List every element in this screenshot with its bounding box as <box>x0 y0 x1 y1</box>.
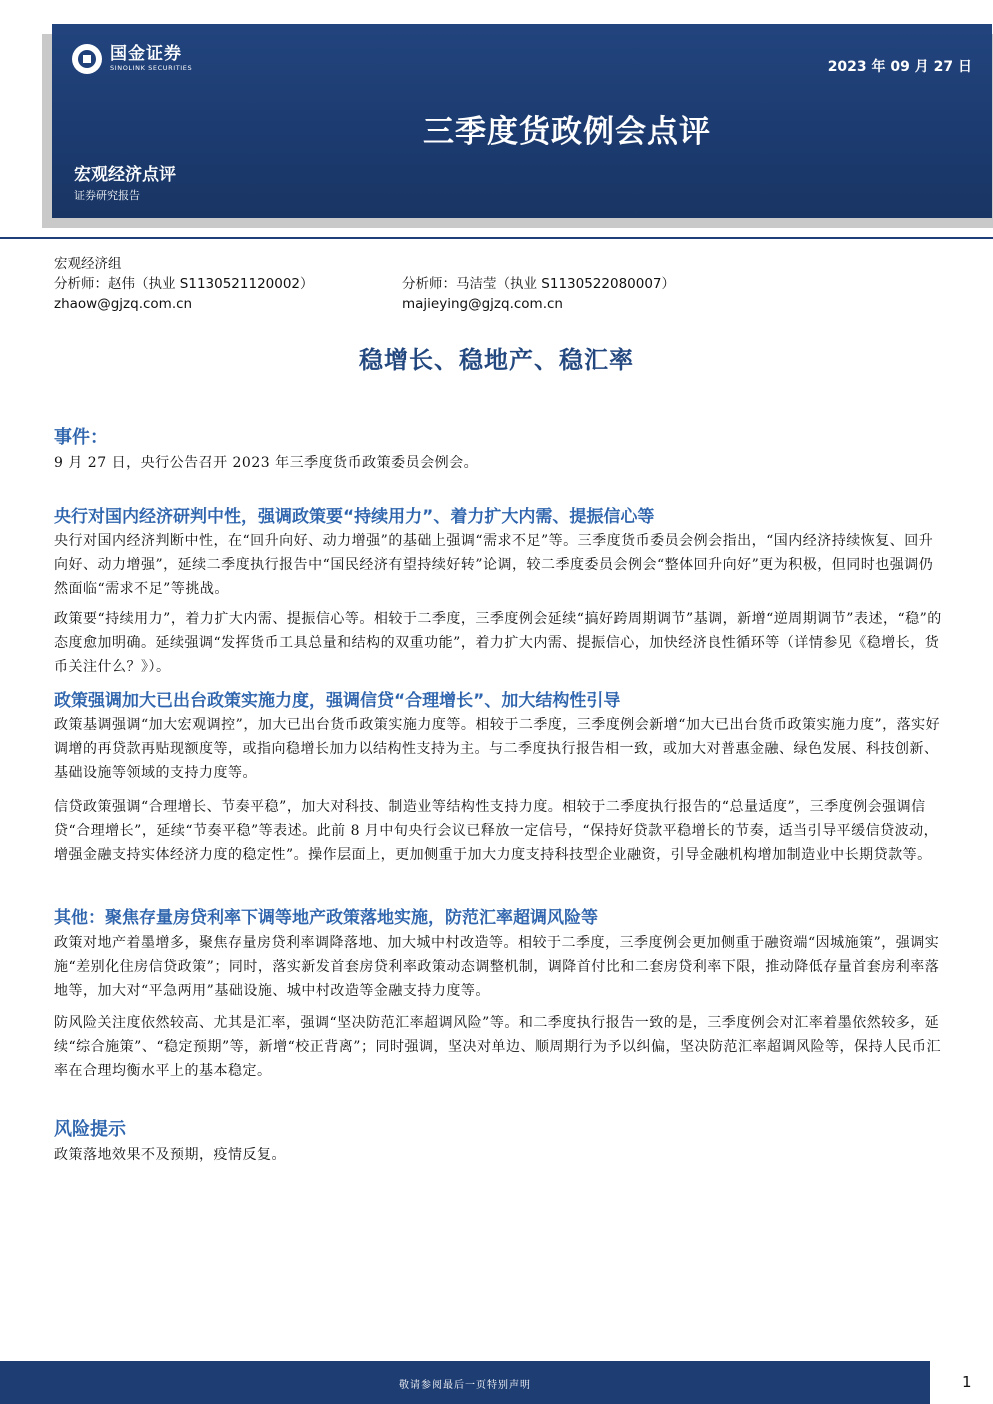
report-header <box>52 24 992 218</box>
section-1-paragraph-2: 政策要“持续用力”，着力扩大内需、提振信心等。相较于二季度，三季度例会延续“搞好跨周期调节”基调，新增“逆周期调节”表述，“稳”的态度愈加明确。延续强调“发挥货币工具总量和结构的双重功能”，着力扩大内需、提振信心，加快经济良性循环等（详情参见《稳增长，货币关注什么？》）。 <box>54 611 942 675</box>
section-2-paragraph-1: 政策基调强调“加大宏观调控”，加大已出台货币政策实施力度等。相较于二季度，三季度例会新增“加大已出台货币政策实施力度”，落实好调增的再贷款再贴现额度等，或指向稳增长加力以结构性支持为主。与二季度执行报告相一致，或加大对普惠金融、绿色发展、科技创新、基础设施等领域的支持力度等。 <box>54 717 941 781</box>
section-1-heading: 央行对国内经济研判中性，强调政策要“持续用力”、着力扩大内需、提振信心等 <box>54 507 655 527</box>
footer-disclaimer: 敬请参阅最后一页特别声明 <box>399 1380 531 1391</box>
risk-heading: 风险提示 <box>54 1119 126 1140</box>
section-3-paragraph-2: 防风险关注度依然较高、尤其是汇率，强调“坚决防范汇率超调风险”等。和二季度执行报告一致的是，三季度例会对汇率着墨依然较多，延续“综合施策”、“稳定预期”等，新增“校正背离”；同时强调，坚决对单边、顺周期行为予以纠偏，坚决防范汇率超调风险等，保持人民币汇率在合理均衡水平上的基本稳定。 <box>54 1015 941 1079</box>
headline: 稳增长、稳地产、稳汇率 <box>359 346 634 374</box>
section-3-paragraph-1: 政策对地产着墨增多，聚焦存量房贷利率调降落地、加大城中村改造等。相较于二季度，三季度例会更加侧重于融资端“因城施策”，强调实施“差别化住房信贷政策”；同时，落实新发首套房贷利率政策动态调整机制，调降首付比和二套房贷利率下限，推动降低存量首套房利率落地等，加大对“平急两用”基础设施、城中村改造等金融支持力度等。 <box>54 935 940 999</box>
analyst-block <box>54 254 676 314</box>
header-divider <box>0 237 993 239</box>
event-paragraph: 9 月 27 日，央行公告召开 2023 年三季度货币政策委员会例会。 <box>54 455 479 471</box>
analyst-group: 宏观经济组 <box>54 256 122 272</box>
logo-en-text: SINOLINK SECURITIES <box>110 64 193 72</box>
event-heading: 事件： <box>54 427 108 448</box>
section-3-heading: 其他：聚焦存量房贷利率下调等地产政策落地实施，防范汇率超调风险等 <box>54 908 598 928</box>
analyst-1-name: 分析师：赵伟（执业 S1130521120002） <box>54 276 314 292</box>
report-date: 2023 年 09 月 27 日 <box>827 59 972 75</box>
report-subcategory: 证券研究报告 <box>74 189 140 202</box>
section-1-paragraph-1: 央行对国内经济判断中性，在“回升向好、动力增强”的基础上强调“需求不足”等。三季度货币委员会例会指出，“国内经济持续恢复、回升向好、动力增强”，延续二季度执行报告中“国民经济有望持续好转”论调，较二季度委员会例会“整体回升向好”更为积极，但同时也强调仍然面临“需求不足”等挑战。 <box>54 533 934 597</box>
report-title: 三季度货政例会点评 <box>423 114 711 150</box>
section-2-heading: 政策强调加大已出台政策实施力度，强调信贷“合理增长”、加大结构性引导 <box>54 691 621 711</box>
section-2-paragraph-2: 信贷政策强调“合理增长、节奏平稳”，加大对科技、制造业等结构性支持力度。相较于二季度执行报告的“总量适度”，三季度例会强调信贷“合理增长”，延续“节奏平稳”等表述。此前 8 月中旬央行会议已释放一定信号，“保持好贷款平稳增长的节奏，适当引导平缓信贷波动，增强金融支持实体经济力度的稳定性”。操作层面上，更加侧重于加大力度支持科技型企业融资，引导金融机构增加制造业中长期贷款等。 <box>54 799 939 863</box>
analyst-2-name: 分析师：马洁莹（执业 S1130522080007） <box>402 276 676 292</box>
company-logo <box>72 44 192 74</box>
report-category: 宏观经济点评 <box>74 165 176 185</box>
logo-cn-text: 国金证券 <box>110 44 182 64</box>
page-number: 1 <box>962 1373 972 1391</box>
analyst-2-email[interactable]: majieying@gjzq.com.cn <box>402 296 563 312</box>
footer-bar <box>0 1361 930 1404</box>
analyst-1-email[interactable]: zhaow@gjzq.com.cn <box>54 296 193 312</box>
risk-paragraph: 政策落地效果不及预期，疫情反复。 <box>54 1147 286 1163</box>
logo-mark-icon <box>72 44 102 74</box>
